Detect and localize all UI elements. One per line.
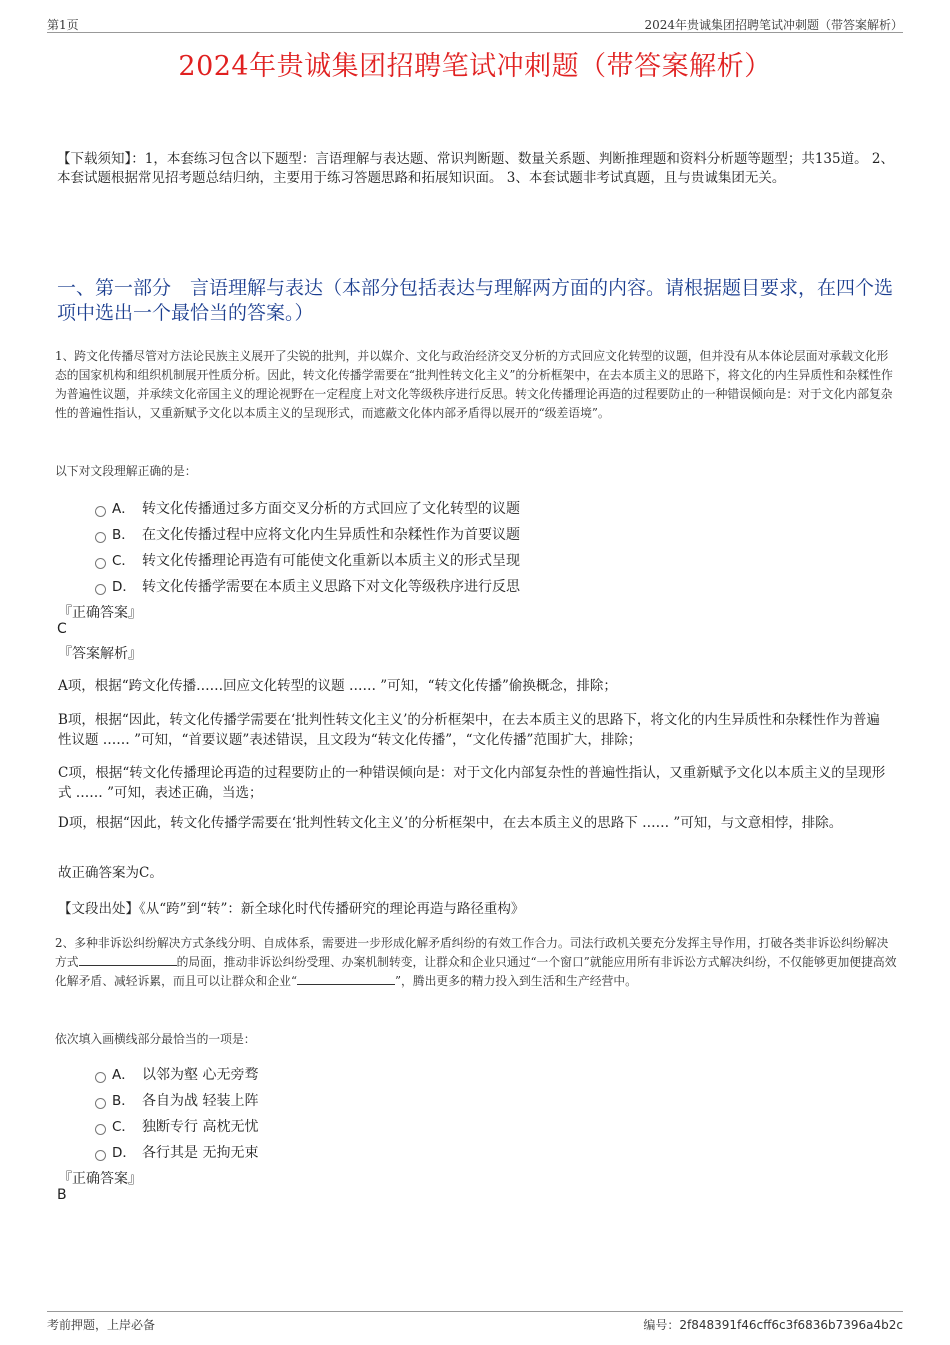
page-header [47, 14, 903, 33]
footer-code: 编号：2f848391f46cff6c3f6836b7396a4b2c [643, 1318, 903, 1332]
page-title: 2024年贵诚集团招聘笔试冲刺题（带答案解析） [178, 51, 772, 82]
question-1-option-a[interactable]: A． 转文化传播通过多方面交叉分析的方式回应了文化转型的议题 [95, 497, 520, 517]
analysis-item-b: B项，根据“因此，转文化传播学需要在‘批判性转文化主义’的分析框架中，在去本质主义的思路下，将文化的内生异质性和杂糅性作为普遍性议题 …… ”可知，“首要议题”表述错误，且文段为“转文化传播”，“文化传播”范围扩大，排除； [58, 712, 880, 748]
analysis-conclusion: 故正确答案为C。 [58, 865, 163, 881]
analysis-item-d: D项，根据“因此，转文化传播学需要在‘批判性转文化主义’的分析框架中，在去本质主义的思路下 …… ”可知，与文意相悖，排除。 [58, 815, 843, 831]
radio-icon[interactable] [95, 1072, 106, 1083]
question-2-option-d[interactable]: D． 各行其是 无拘无束 [95, 1141, 258, 1161]
analysis-source: 【文段出处】《从“跨”到“转”：新全球化时代传播研究的理论再造与路径重构》 [58, 901, 525, 917]
fill-blank [297, 973, 395, 985]
question-1-option-c[interactable]: C． 转文化传播理论再造有可能使文化重新以本质主义的形式呈现 [95, 549, 520, 569]
radio-icon[interactable] [95, 532, 106, 543]
question-1-ask: 以下对文段理解正确的是： [55, 464, 197, 478]
section-title: 一、第一部分 言语理解与表达（本部分包括表达与理解两方面的内容。请根据题目要求，在四个选项中选出一个最恰当的答案。） [57, 277, 894, 324]
radio-icon[interactable] [95, 506, 106, 517]
question-1-answer-label: 『正确答案』 [58, 605, 142, 621]
radio-icon[interactable] [95, 1098, 106, 1109]
analysis-item-c: C项，根据“转文化传播理论再造的过程要防止的一种错误倾向是：对于文化内部复杂性的普遍性指认，又重新赋予文化以本质主义的呈现形式 …… ”可知，表述正确，当选； [58, 765, 886, 801]
question-1-stem: 1、跨文化传播尽管对方法论民族主义展开了尖锐的批判，并以媒介、文化与政治经济交叉分析的方式回应文化转型的议题，但并没有从本体论层面对承载文化形态的国家机构和组织机制展开性质分析。因此，转文化传播学需要在“批判性转文化主义”的分析框架中，在去本质主义的思路下，将文化的内生异质性和杂糅性作为普遍性议题，并承续文化帝国主义的理论视野在一定程度上对文化等级秩序进行反思。转文化传播理论再造的过程要防止的一种错误倾向是：对于文化内部复杂性的普遍性指认，又重新赋予文化以本质主义的呈现形式，而遮蔽文化体内部矛盾得以展开的“级差语境”。 [55, 349, 893, 420]
radio-icon[interactable] [95, 1150, 106, 1161]
question-2-option-a[interactable]: A． 以邻为壑 心无旁骛 [95, 1063, 258, 1083]
download-notice: 【下载须知】：1，本套练习包含以下题型：言语理解与表达题、常识判断题、数量关系题、判断推理题和资料分析题等题型；共135道。 2、本套试题根据常见招考题总结归纳，主要用于练习答题思路和拓展知识面。 3、本套试题非考试真题，且与贵诚集团无关。 [57, 151, 894, 186]
question-1-answer: C [57, 621, 67, 637]
analysis-item-a: A项，根据“跨文化传播……回应文化转型的议题 …… ”可知，“转文化传播”偷换概念，排除； [58, 678, 617, 694]
question-2-answer: B [57, 1187, 67, 1203]
radio-icon[interactable] [95, 1124, 106, 1135]
question-1-option-d[interactable]: D． 转文化传播学需要在本质主义思路下对文化等级秩序进行反思 [95, 575, 520, 595]
radio-icon[interactable] [95, 558, 106, 569]
footer-slogan: 考前押题，上岸必备 [47, 1318, 156, 1332]
question-2-option-c[interactable]: C． 独断专行 高枕无忧 [95, 1115, 258, 1135]
header-doc-title: 2024年贵诚集团招聘笔试冲刺题（带答案解析） [644, 18, 903, 32]
page-number: 第1页 [47, 18, 79, 32]
question-1-option-b[interactable]: B． 在文化传播过程中应将文化内生异质性和杂糅性作为首要议题 [95, 523, 520, 543]
radio-icon[interactable] [95, 584, 106, 595]
question-2-stem: 2、多种非诉讼纠纷解决方式条线分明、自成体系，需要进一步形成化解矛盾纠纷的有效工作合力。司法行政机关要充分发挥主导作用，打破各类非诉讼纠纷解决方式 的局面，推动非诉讼纠纷受理、办案机制转变，让群众和企业只通过“一个窗口”就能应用所有非诉讼方式解决纠纷，不仅能够更加便捷高效化解矛盾、减轻诉累，而且可以让群众和企业“ ”，腾出更多的精力投入到生活和生产经营中。 [55, 936, 897, 988]
fill-blank [79, 954, 177, 966]
question-1-analysis-label: 『答案解析』 [58, 646, 142, 662]
question-2-answer-label: 『正确答案』 [58, 1171, 142, 1187]
page-footer [47, 1311, 903, 1332]
question-2-ask: 依次填入画横线部分最恰当的一项是： [55, 1032, 256, 1046]
question-2-option-b[interactable]: B． 各自为战 轻装上阵 [95, 1089, 258, 1109]
